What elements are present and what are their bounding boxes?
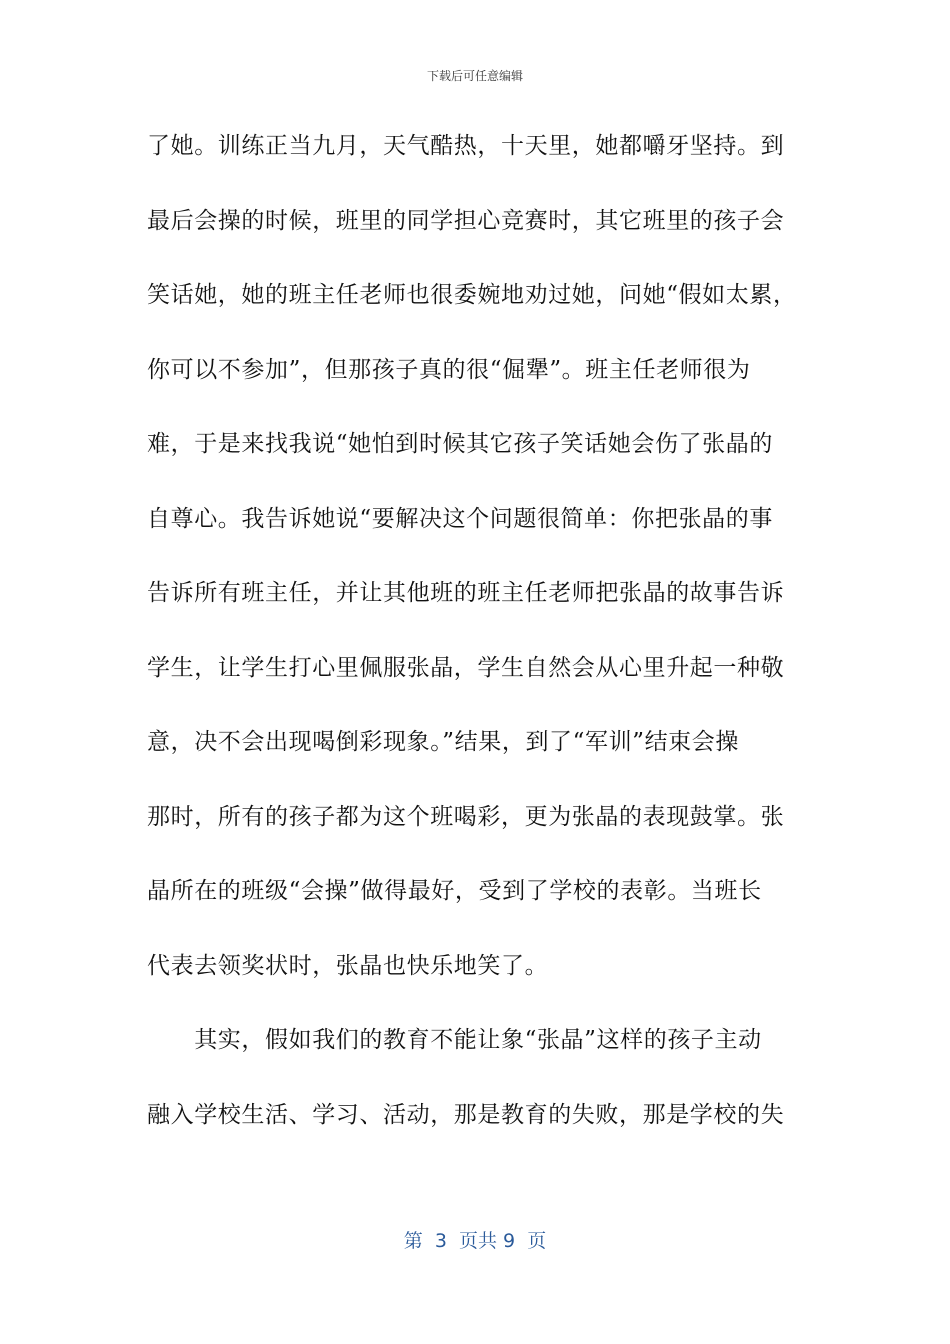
text-line: 难，于是来找我说“她怕到时候其它孩子笑话她会伤了张晶的 xyxy=(147,431,773,457)
text-line: 笑话她，她的班主任老师也很委婉地劝过她，问她“假如太累， xyxy=(147,282,797,308)
text-line: 其实，假如我们的教育不能让象“张晶”这样的孩子主动 xyxy=(147,1027,762,1053)
page-number: 第 3 页共 9 页 xyxy=(403,1230,547,1252)
text-line: 告诉所有班主任，并让其他班的班主任老师把张晶的故事告诉 xyxy=(147,580,785,606)
text-line: 融入学校生活、学习、活动，那是教育的失败，那是学校的失 xyxy=(147,1101,785,1128)
text-line: 最后会操的时候，班里的同学担心竞赛时，其它班里的孩子会 xyxy=(147,207,785,234)
page-header: 下载后可任意编辑 xyxy=(426,69,523,83)
document-body xyxy=(147,126,807,1169)
text-line: 那时，所有的孩子都为这个班喝彩，更为张晶的表现鼓掌。张 xyxy=(147,803,785,830)
text-line: 你可以不参加”，但那孩子真的很“倔犟”。班主任老师很为 xyxy=(147,356,751,383)
text-line: 意，决不会出现喝倒彩现象。”结果，到了“军训”结束会操 xyxy=(147,729,739,755)
text-line: 晶所在的班级“会操”做得最好，受到了学校的表彰。当班长 xyxy=(147,878,762,904)
text-line: 自尊心。我告诉她说“要解决这个问题很简单：你把张晶的事 xyxy=(147,505,773,532)
text-line: 了她。训练正当九月，天气酷热，十天里，她都嚼牙坚持。到 xyxy=(147,133,785,159)
text-line: 学生，让学生打心里佩服张晶，学生自然会从心里升起一种敬 xyxy=(147,654,785,681)
text-line: 代表去领奖状时，张晶也快乐地笑了。 xyxy=(147,952,549,979)
